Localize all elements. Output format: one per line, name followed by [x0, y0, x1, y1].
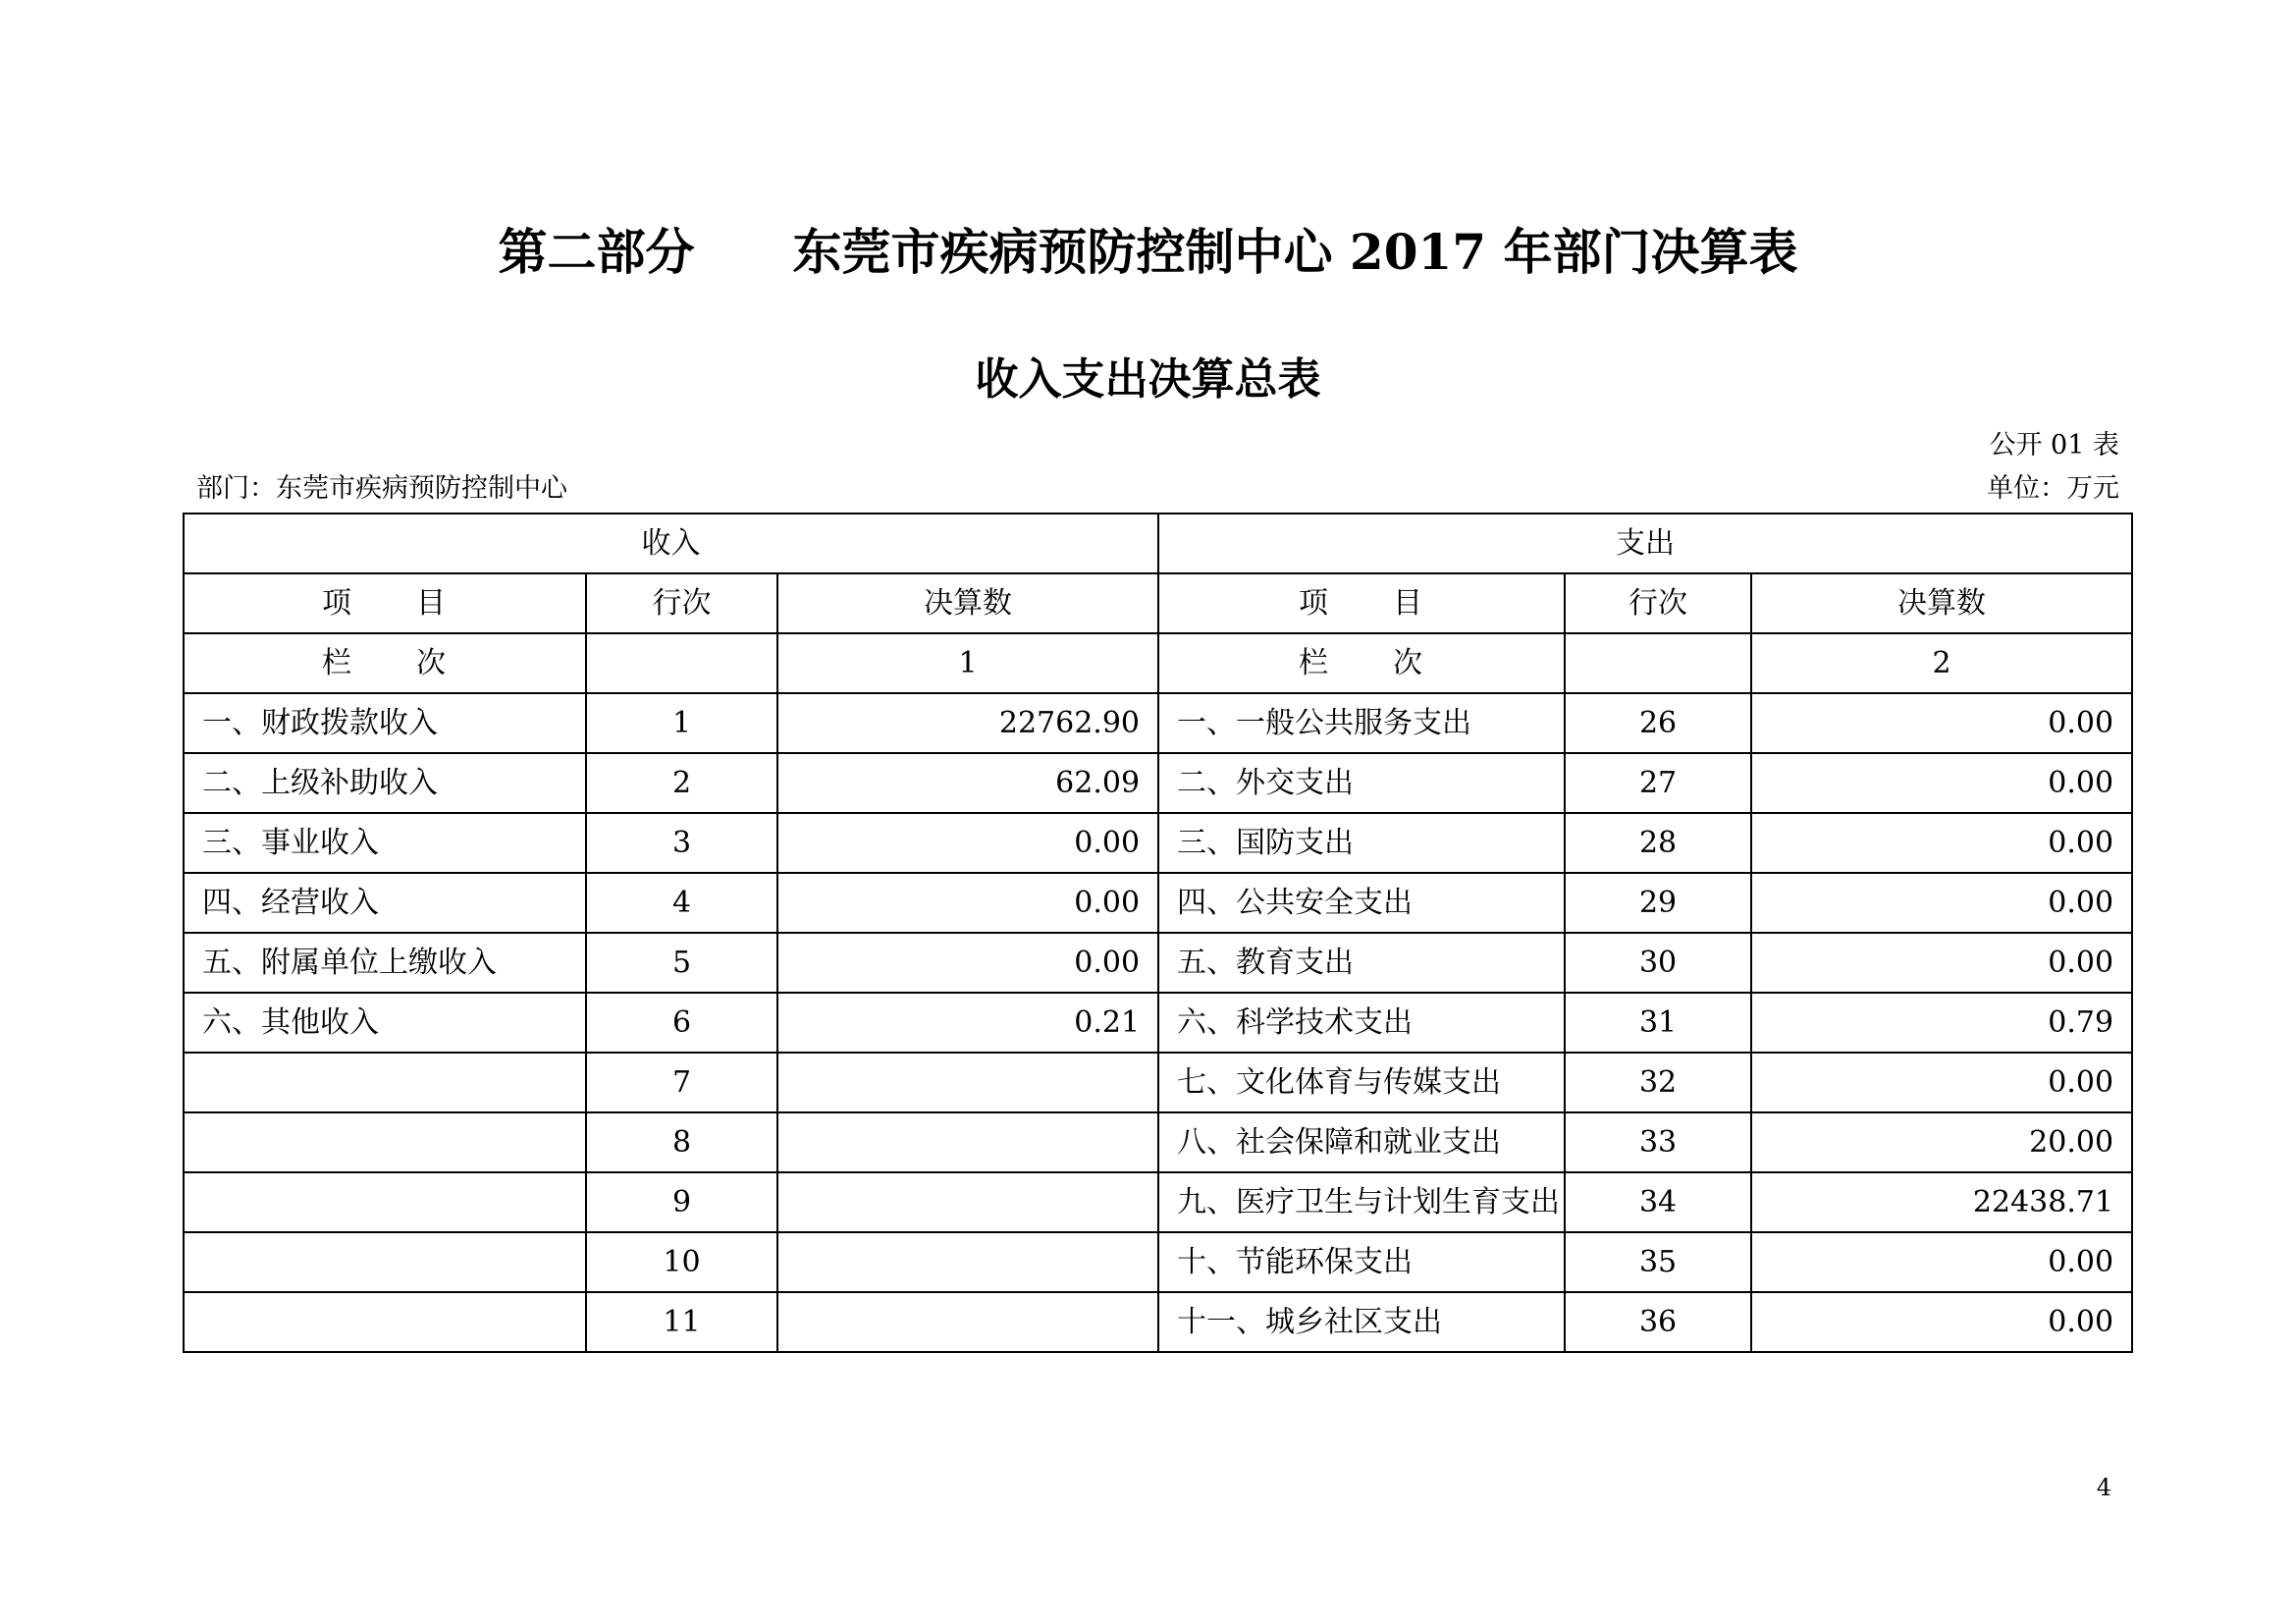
department-name: 东莞市疾病预防控制中心: [276, 473, 567, 504]
income-item-cell: [184, 1232, 586, 1292]
expense-line-cell: 27: [1565, 753, 1751, 813]
expense-header: 支出: [1158, 514, 2132, 573]
section-header-row: [184, 514, 2132, 573]
expense-item-cell: 五、教育支出: [1158, 933, 1565, 993]
table-row: [184, 1292, 2132, 1352]
expense-item-cell: 六、科学技术支出: [1158, 993, 1565, 1053]
table-row: [184, 1172, 2132, 1232]
income-column-number: 1: [777, 633, 1158, 693]
income-line-cell: 11: [586, 1292, 777, 1352]
income-item-cell: 一、财政拨款收入: [184, 693, 586, 753]
income-amount-cell: 0.00: [777, 933, 1158, 993]
income-item-cell: 五、附属单位上缴收入: [184, 933, 586, 993]
expense-item-header: 项 目: [1158, 573, 1565, 633]
form-code: 公开 01 表: [1989, 430, 2119, 460]
expense-line-cell: 30: [1565, 933, 1751, 993]
table-row: [184, 1232, 2132, 1292]
expense-line-cell: 33: [1565, 1112, 1751, 1172]
income-amount-cell: [777, 1112, 1158, 1172]
page-title: 第二部分 东莞市疾病预防控制中心 2017 年部门决算表: [498, 223, 1798, 281]
income-item-cell: [184, 1053, 586, 1112]
expense-amount-cell: 0.79: [1751, 993, 2132, 1053]
income-line-cell: 4: [586, 873, 777, 933]
expense-item-cell: 十一、城乡社区支出: [1158, 1292, 1565, 1352]
expense-item-cell: 九、医疗卫生与计划生育支出: [1158, 1172, 1565, 1232]
expense-item-cell: 七、文化体育与传媒支出: [1158, 1053, 1565, 1112]
expense-line-header: 行次: [1565, 573, 1751, 633]
income-item-cell: [184, 1112, 586, 1172]
income-line-cell: 5: [586, 933, 777, 993]
table-row: [184, 873, 2132, 933]
income-line-cell: 1: [586, 693, 777, 753]
expense-amount-cell: 0.00: [1751, 693, 2132, 753]
income-item-cell: 二、上级补助收入: [184, 753, 586, 813]
expense-index-line: [1565, 633, 1751, 693]
income-line-cell: 2: [586, 753, 777, 813]
income-amount-cell: [777, 1292, 1158, 1352]
unit-label: 单位：万元: [1987, 473, 2119, 504]
expense-item-cell: 八、社会保障和就业支出: [1158, 1112, 1565, 1172]
column-index-row: [184, 633, 2132, 693]
income-line-cell: 3: [586, 813, 777, 873]
income-amount-cell: [777, 1053, 1158, 1112]
income-amount-cell: 0.00: [777, 813, 1158, 873]
income-amount-cell: [777, 1232, 1158, 1292]
expense-amount-cell: 0.00: [1751, 933, 2132, 993]
expense-amount-cell: 20.00: [1751, 1112, 2132, 1172]
income-item-header: 项 目: [184, 573, 586, 633]
income-item-cell: [184, 1292, 586, 1352]
income-index-line: [586, 633, 777, 693]
expense-item-cell: 四、公共安全支出: [1158, 873, 1565, 933]
expense-item-cell: 二、外交支出: [1158, 753, 1565, 813]
expense-line-cell: 26: [1565, 693, 1751, 753]
expense-amount-cell: 0.00: [1751, 1232, 2132, 1292]
table-row: [184, 933, 2132, 993]
page-number: 4: [2096, 1474, 2111, 1501]
table-row: [184, 1112, 2132, 1172]
expense-line-cell: 28: [1565, 813, 1751, 873]
expense-line-cell: 31: [1565, 993, 1751, 1053]
table-row: [184, 1053, 2132, 1112]
department-line: [196, 471, 567, 507]
income-amount-cell: [777, 1172, 1158, 1232]
income-line-cell: 8: [586, 1112, 777, 1172]
expense-amount-cell: 0.00: [1751, 753, 2132, 813]
expense-column-number: 2: [1751, 633, 2132, 693]
income-amount-cell: 0.21: [777, 993, 1158, 1053]
income-amount-cell: 62.09: [777, 753, 1158, 813]
income-item-cell: [184, 1172, 586, 1232]
income-amount-header: 决算数: [777, 573, 1158, 633]
expense-index-label: 栏 次: [1158, 633, 1565, 693]
income-header: 收入: [184, 514, 1158, 573]
expense-amount-header: 决算数: [1751, 573, 2132, 633]
table-row: [184, 993, 2132, 1053]
income-line-cell: 10: [586, 1232, 777, 1292]
table-row: [184, 753, 2132, 813]
column-header-row: [184, 573, 2132, 633]
table-title: 收入支出决算总表: [975, 354, 1321, 405]
department-label: 部门：: [196, 473, 276, 504]
income-index-label: 栏 次: [184, 633, 586, 693]
expense-line-cell: 34: [1565, 1172, 1751, 1232]
income-item-cell: 六、其他收入: [184, 993, 586, 1053]
income-amount-cell: 0.00: [777, 873, 1158, 933]
income-amount-cell: 22762.90: [777, 693, 1158, 753]
expense-amount-cell: 0.00: [1751, 813, 2132, 873]
expense-line-cell: 29: [1565, 873, 1751, 933]
table-row: [184, 693, 2132, 753]
expense-item-cell: 一、一般公共服务支出: [1158, 693, 1565, 753]
expense-item-cell: 三、国防支出: [1158, 813, 1565, 873]
expense-line-cell: 35: [1565, 1232, 1751, 1292]
expense-line-cell: 32: [1565, 1053, 1751, 1112]
income-line-cell: 9: [586, 1172, 777, 1232]
expense-item-cell: 十、节能环保支出: [1158, 1232, 1565, 1292]
income-item-cell: 三、事业收入: [184, 813, 586, 873]
expense-line-cell: 36: [1565, 1292, 1751, 1352]
income-line-cell: 7: [586, 1053, 777, 1112]
expense-amount-cell: 0.00: [1751, 1292, 2132, 1352]
expense-amount-cell: 0.00: [1751, 873, 2132, 933]
income-item-cell: 四、经营收入: [184, 873, 586, 933]
income-expense-table: [183, 513, 2133, 1353]
income-line-cell: 6: [586, 993, 777, 1053]
table-row: [184, 813, 2132, 873]
expense-amount-cell: 22438.71: [1751, 1172, 2132, 1232]
income-line-header: 行次: [586, 573, 777, 633]
expense-amount-cell: 0.00: [1751, 1053, 2132, 1112]
